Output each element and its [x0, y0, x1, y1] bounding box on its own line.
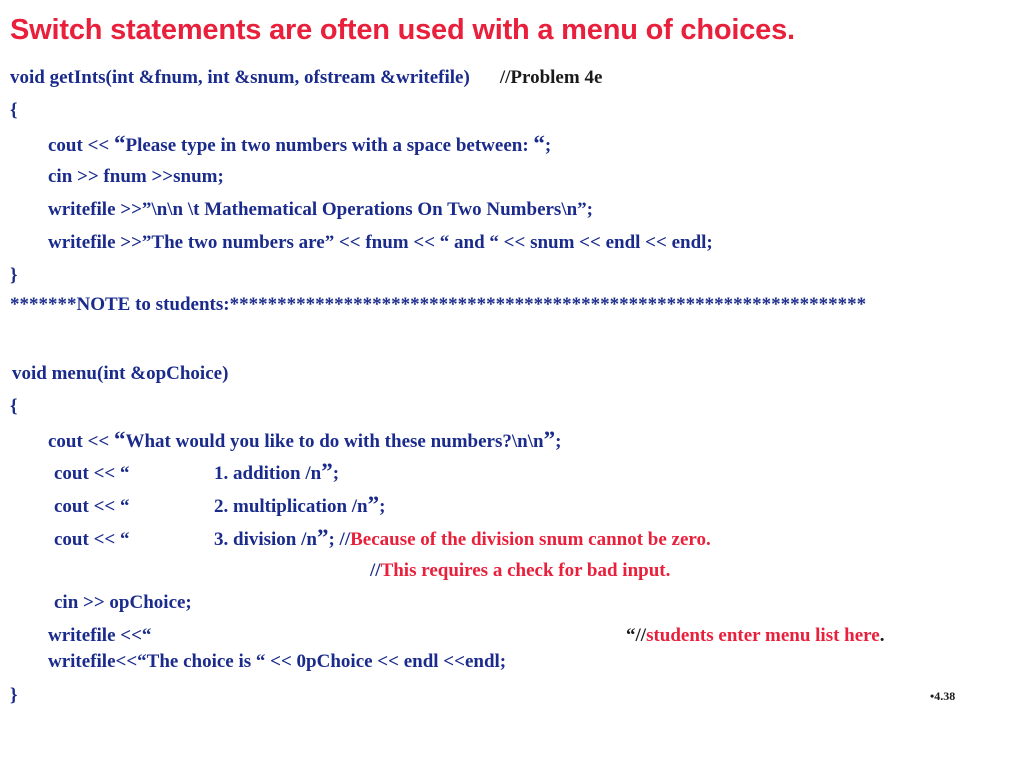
prompt-text: Please type in two numbers with a space between: — [125, 135, 534, 156]
code-line-writefile-menu — [48, 625, 884, 647]
close-quote: “ — [533, 131, 545, 156]
semicolon: ; — [332, 463, 340, 484]
semicolon: ; — [555, 431, 562, 452]
code-line-cin-opchoice: cin >> opChoice; — [54, 592, 192, 613]
open-quote: “ — [113, 131, 126, 156]
students-comment: students enter menu list here — [646, 625, 880, 646]
close-quote: ” — [321, 459, 333, 484]
code-line-writefile-choice: writefile<<“The choice is “ << 0pChoice << endl <<endl; — [48, 651, 507, 672]
writefile-prefix: writefile <<“ — [48, 625, 152, 646]
period: . — [879, 625, 885, 646]
note-to-students: *******NOTE to students:******************************************************************* — [10, 294, 867, 315]
semicolon-comment: ; // — [328, 529, 351, 550]
slide-number: •4.38 — [930, 689, 956, 703]
code-line-open-brace-1: { — [10, 100, 18, 121]
getints-signature: void getInts(int &fnum, int &snum, ofstream &writefile) — [10, 67, 470, 88]
cout-prefix: cout << “ — [54, 463, 130, 484]
code-line-menu-addition — [54, 461, 339, 485]
menu-option-text: 1. addition /n — [214, 463, 322, 484]
code-line-writefile-numbers: writefile >>”The two numbers are” << fnum << “ and “ << snum << endl << endl; — [48, 232, 713, 253]
code-line-bad-input-comment — [370, 560, 670, 582]
semicolon: ; — [544, 135, 552, 156]
close-quote: ” — [367, 492, 380, 517]
close-quote: ” — [543, 427, 556, 452]
code-line-open-brace-2: { — [10, 396, 18, 417]
code-line-cout-prompt — [48, 133, 551, 157]
problem-comment: //Problem 4e — [499, 67, 603, 88]
code-line-writefile-heading: writefile >>”\n\n \t Mathematical Operations On Two Numbers\n”; — [48, 199, 593, 220]
code-line-close-brace-2: } — [10, 685, 18, 706]
quote-comment: “// — [626, 625, 647, 646]
division-comment: Because of the division snum cannot be zero. — [350, 529, 711, 550]
comment-slashes: // — [370, 560, 381, 581]
cout-prefix: cout << — [48, 431, 114, 452]
code-line-cout-question — [48, 429, 561, 453]
code-line-menu-signature: void menu(int &opChoice) — [12, 363, 229, 384]
code-line-getints-signature — [10, 67, 602, 89]
question-text: What would you like to do with these numbers?\n\n — [125, 431, 544, 452]
slide-title: Switch statements are often used with a menu of choices. — [10, 14, 795, 46]
code-line-close-brace-1: } — [10, 265, 18, 286]
menu-option-text: 3. division /n — [214, 529, 317, 550]
menu-option-text: 2. multiplication /n — [214, 496, 368, 517]
cout-prefix: cout << “ — [54, 529, 130, 550]
cout-prefix: cout << “ — [54, 496, 130, 517]
code-line-menu-division — [54, 527, 711, 551]
open-quote: “ — [113, 427, 126, 452]
close-quote: ” — [316, 525, 329, 550]
cout-prefix: cout << — [48, 135, 114, 156]
bad-input-comment: This requires a check for bad input. — [380, 560, 671, 581]
semicolon: ; — [379, 496, 386, 517]
code-line-menu-multiplication — [54, 494, 385, 518]
code-line-cin-nums: cin >> fnum >>snum; — [48, 166, 224, 187]
